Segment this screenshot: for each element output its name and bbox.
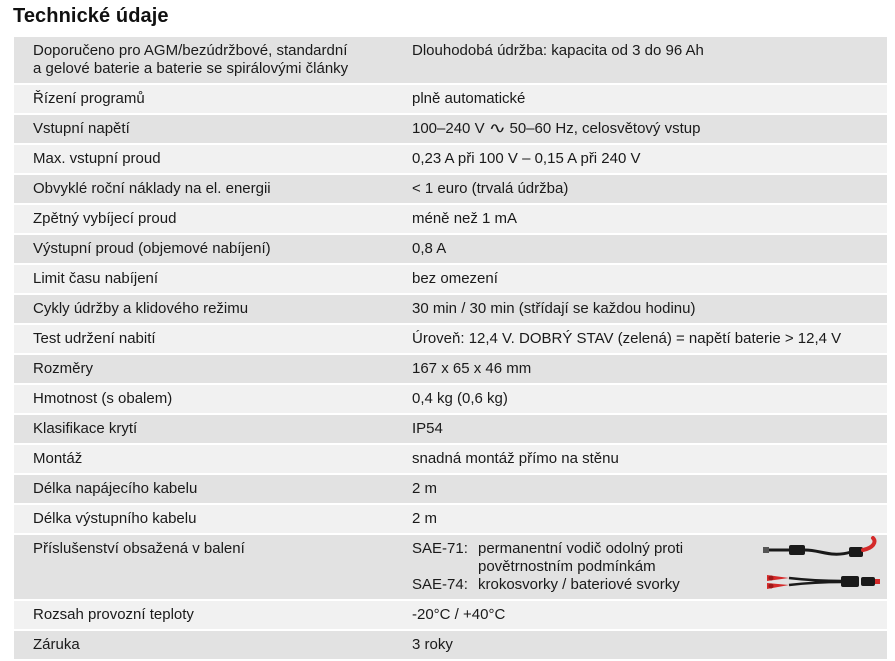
spec-value: 2 m — [398, 474, 887, 504]
spec-label: Rozměry — [14, 354, 398, 384]
spec-label: Řízení programů — [14, 84, 398, 114]
spec-value: 30 min / 30 min (střídají se každou hodinu) — [398, 294, 887, 324]
spec-value: 0,8 A — [398, 234, 887, 264]
ac-symbol-icon: ∿ — [488, 120, 506, 137]
spec-value: 0,4 kg (0,6 kg) — [398, 384, 887, 414]
spec-value: 167 x 65 x 46 mm — [398, 354, 887, 384]
spec-label: Příslušenství obsažená v balení — [14, 534, 398, 600]
spec-label: Test udržení nabití — [14, 324, 398, 354]
spec-value: snadná montáž přímo na stěnu — [398, 444, 887, 474]
spec-label: Hmotnost (s obalem) — [14, 384, 398, 414]
table-row — [14, 474, 887, 504]
spec-label: Délka výstupního kabelu — [14, 504, 398, 534]
table-row — [14, 324, 887, 354]
spec-value: plně automatické — [398, 84, 887, 114]
page-title: Technické údaje — [13, 5, 169, 27]
table-row — [14, 630, 887, 660]
table-row — [14, 444, 887, 474]
spec-value: Úroveň: 12,4 V. DOBRÝ STAV (zelená) = napětí baterie > 12,4 V — [398, 324, 887, 354]
spec-value: méně než 1 mA — [398, 204, 887, 234]
spec-label: Záruka — [14, 630, 398, 660]
input-frequency: 50–60 Hz, celosvětový vstup — [509, 120, 701, 137]
table-row — [14, 114, 887, 144]
spec-value: bez omezení — [398, 264, 887, 294]
sae74-clamps-icon — [761, 570, 883, 592]
table-row — [14, 37, 887, 84]
spec-value — [398, 114, 887, 144]
specifications-table — [14, 37, 887, 661]
spec-label: Obvyklé roční náklady na el. energii — [14, 174, 398, 204]
spec-label: Montáž — [14, 444, 398, 474]
spec-label: Max. vstupní proud — [14, 144, 398, 174]
table-row — [14, 294, 887, 324]
input-voltage-range: 100–240 V — [412, 120, 485, 137]
table-row — [14, 84, 887, 114]
table-row — [14, 354, 887, 384]
spec-label: Limit času nabíjení — [14, 264, 398, 294]
spec-label: Rozsah provozní teploty — [14, 600, 398, 630]
table-row — [14, 504, 887, 534]
table-row — [14, 144, 887, 174]
table-row — [14, 384, 887, 414]
spec-label: Klasifikace krytí — [14, 414, 398, 444]
accessory-description: permanentní vodič odolný proti povětrnostním podmínkám — [478, 540, 684, 575]
sae71-cable-icon — [761, 536, 883, 558]
table-row — [14, 204, 887, 234]
spec-value: 3 roky — [398, 630, 887, 660]
accessory-description: krokosvorky / bateriové svorky — [478, 576, 680, 593]
spec-value: Dlouhodobá údržba: kapacita od 3 do 96 Ah — [398, 37, 887, 84]
spec-value: 0,23 A při 100 V – 0,15 A při 240 V — [398, 144, 887, 174]
spec-value — [398, 534, 887, 600]
spec-label: Zpětný vybíjecí proud — [14, 204, 398, 234]
spec-value: < 1 euro (trvalá údržba) — [398, 174, 887, 204]
accessories-list — [412, 540, 887, 594]
spec-label: Délka napájecího kabelu — [14, 474, 398, 504]
table-row — [14, 234, 887, 264]
spec-label: Výstupní proud (objemové nabíjení) — [14, 234, 398, 264]
table-row — [14, 534, 887, 600]
table-row — [14, 414, 887, 444]
spec-value: -20°C / +40°C — [398, 600, 887, 630]
spec-label: Doporučeno pro AGM/bezúdržbové, standardní a gelové baterie a baterie se spirálovými články — [14, 37, 398, 84]
table-row — [14, 264, 887, 294]
spec-value: IP54 — [398, 414, 887, 444]
table-row — [14, 174, 887, 204]
spec-label: Vstupní napětí — [14, 114, 398, 144]
spec-value: 2 m — [398, 504, 887, 534]
accessory-code: SAE-71: — [412, 540, 468, 557]
table-row — [14, 600, 887, 630]
accessory-code: SAE-74: — [412, 576, 468, 593]
spec-label: Cykly údržby a klidového režimu — [14, 294, 398, 324]
